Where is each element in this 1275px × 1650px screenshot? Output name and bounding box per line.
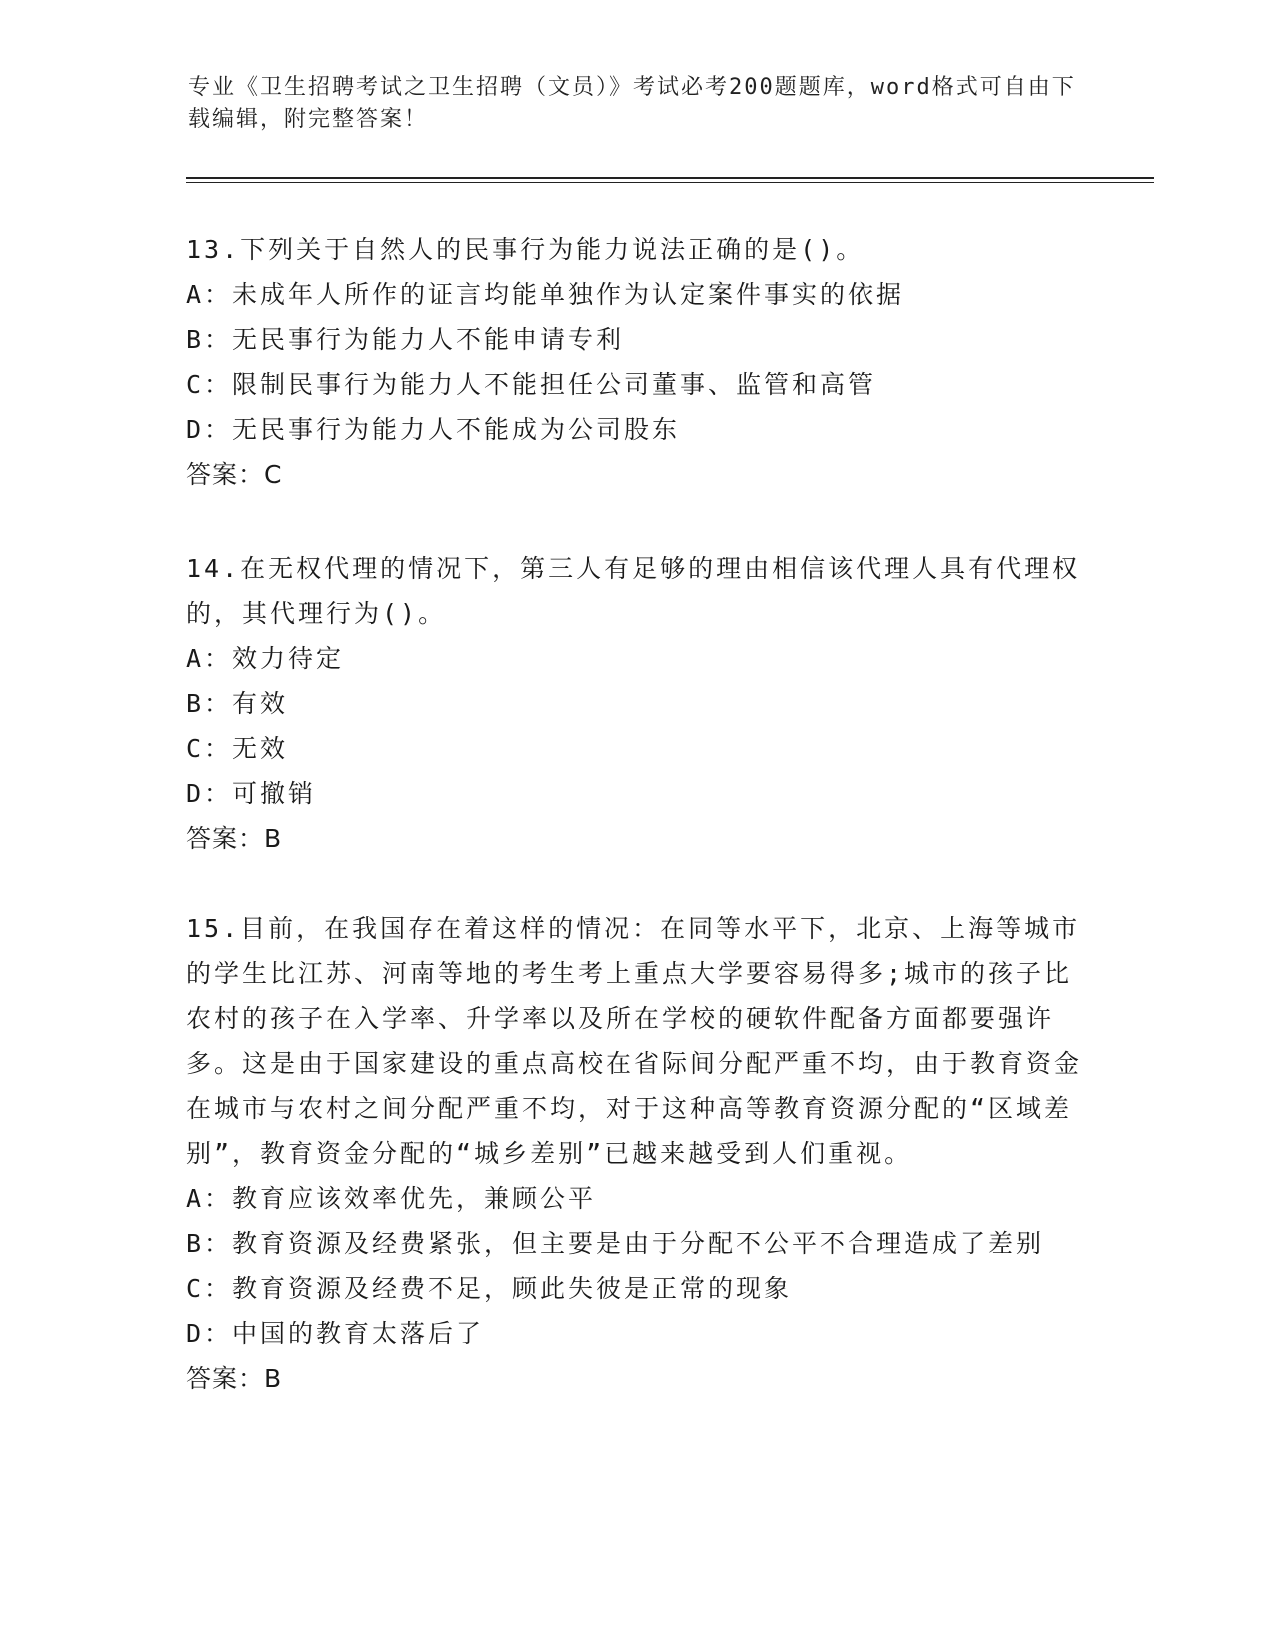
answer: 答案：C (186, 460, 283, 489)
question-stem: 13.下列关于自然人的民事行为能力说法正确的是()。 (186, 235, 865, 264)
answer: 答案：B (186, 1364, 283, 1393)
header-divider-thin (186, 182, 1154, 183)
question-13 (186, 227, 1086, 497)
header-divider (186, 177, 1154, 179)
question-stem: 15.目前，在我国存在着这样的情况：在同等水平下，北京、上海等城市的学生比江苏、河南等地的考生考上重点大学要容易得多;城市的孩子比农村的孩子在入学率、升学率以及所在学校的硬软件配备方面都要强许多。这是由于国家建设的重点高校在省际间分配严重不均，由于教育资金在城市与农村之间分配严重不均，对于这种高等教育资源分配的“区域差别”，教育资金分配的“城乡差别”已越来越受到人们重视。 (186, 914, 1083, 1168)
question-15 (186, 906, 1086, 1401)
option-b: B：无民事行为能力人不能申请专利 (186, 325, 625, 354)
question-stem: 14.在无权代理的情况下，第三人有足够的理由相信该代理人具有代理权的，其代理行为()。 (186, 554, 1081, 628)
option-a: A：未成年人所作的证言均能单独作为认定案件事实的依据 (186, 280, 905, 309)
option-a: A：效力待定 (186, 644, 345, 673)
option-b: B：教育资源及经费紧张，但主要是由于分配不公平不合理造成了差别 (186, 1229, 1045, 1258)
option-b: B：有效 (186, 689, 289, 718)
option-a: A：教育应该效率优先，兼顾公平 (186, 1184, 597, 1213)
document-header: 专业《卫生招聘考试之卫生招聘（文员）》考试必考200题题库，word格式可自由下载编辑，附完整答案！ (188, 75, 1076, 132)
option-d: D：可撤销 (186, 779, 317, 808)
option-d: D：无民事行为能力人不能成为公司股东 (186, 415, 681, 444)
option-c: C：教育资源及经费不足，顾此失彼是正常的现象 (186, 1274, 793, 1303)
option-c: C：限制民事行为能力人不能担任公司董事、监管和高管 (186, 370, 877, 399)
option-d: D：中国的教育太落后了 (186, 1319, 485, 1348)
answer: 答案：B (186, 824, 283, 853)
question-14 (186, 546, 1086, 861)
option-c: C：无效 (186, 734, 289, 763)
